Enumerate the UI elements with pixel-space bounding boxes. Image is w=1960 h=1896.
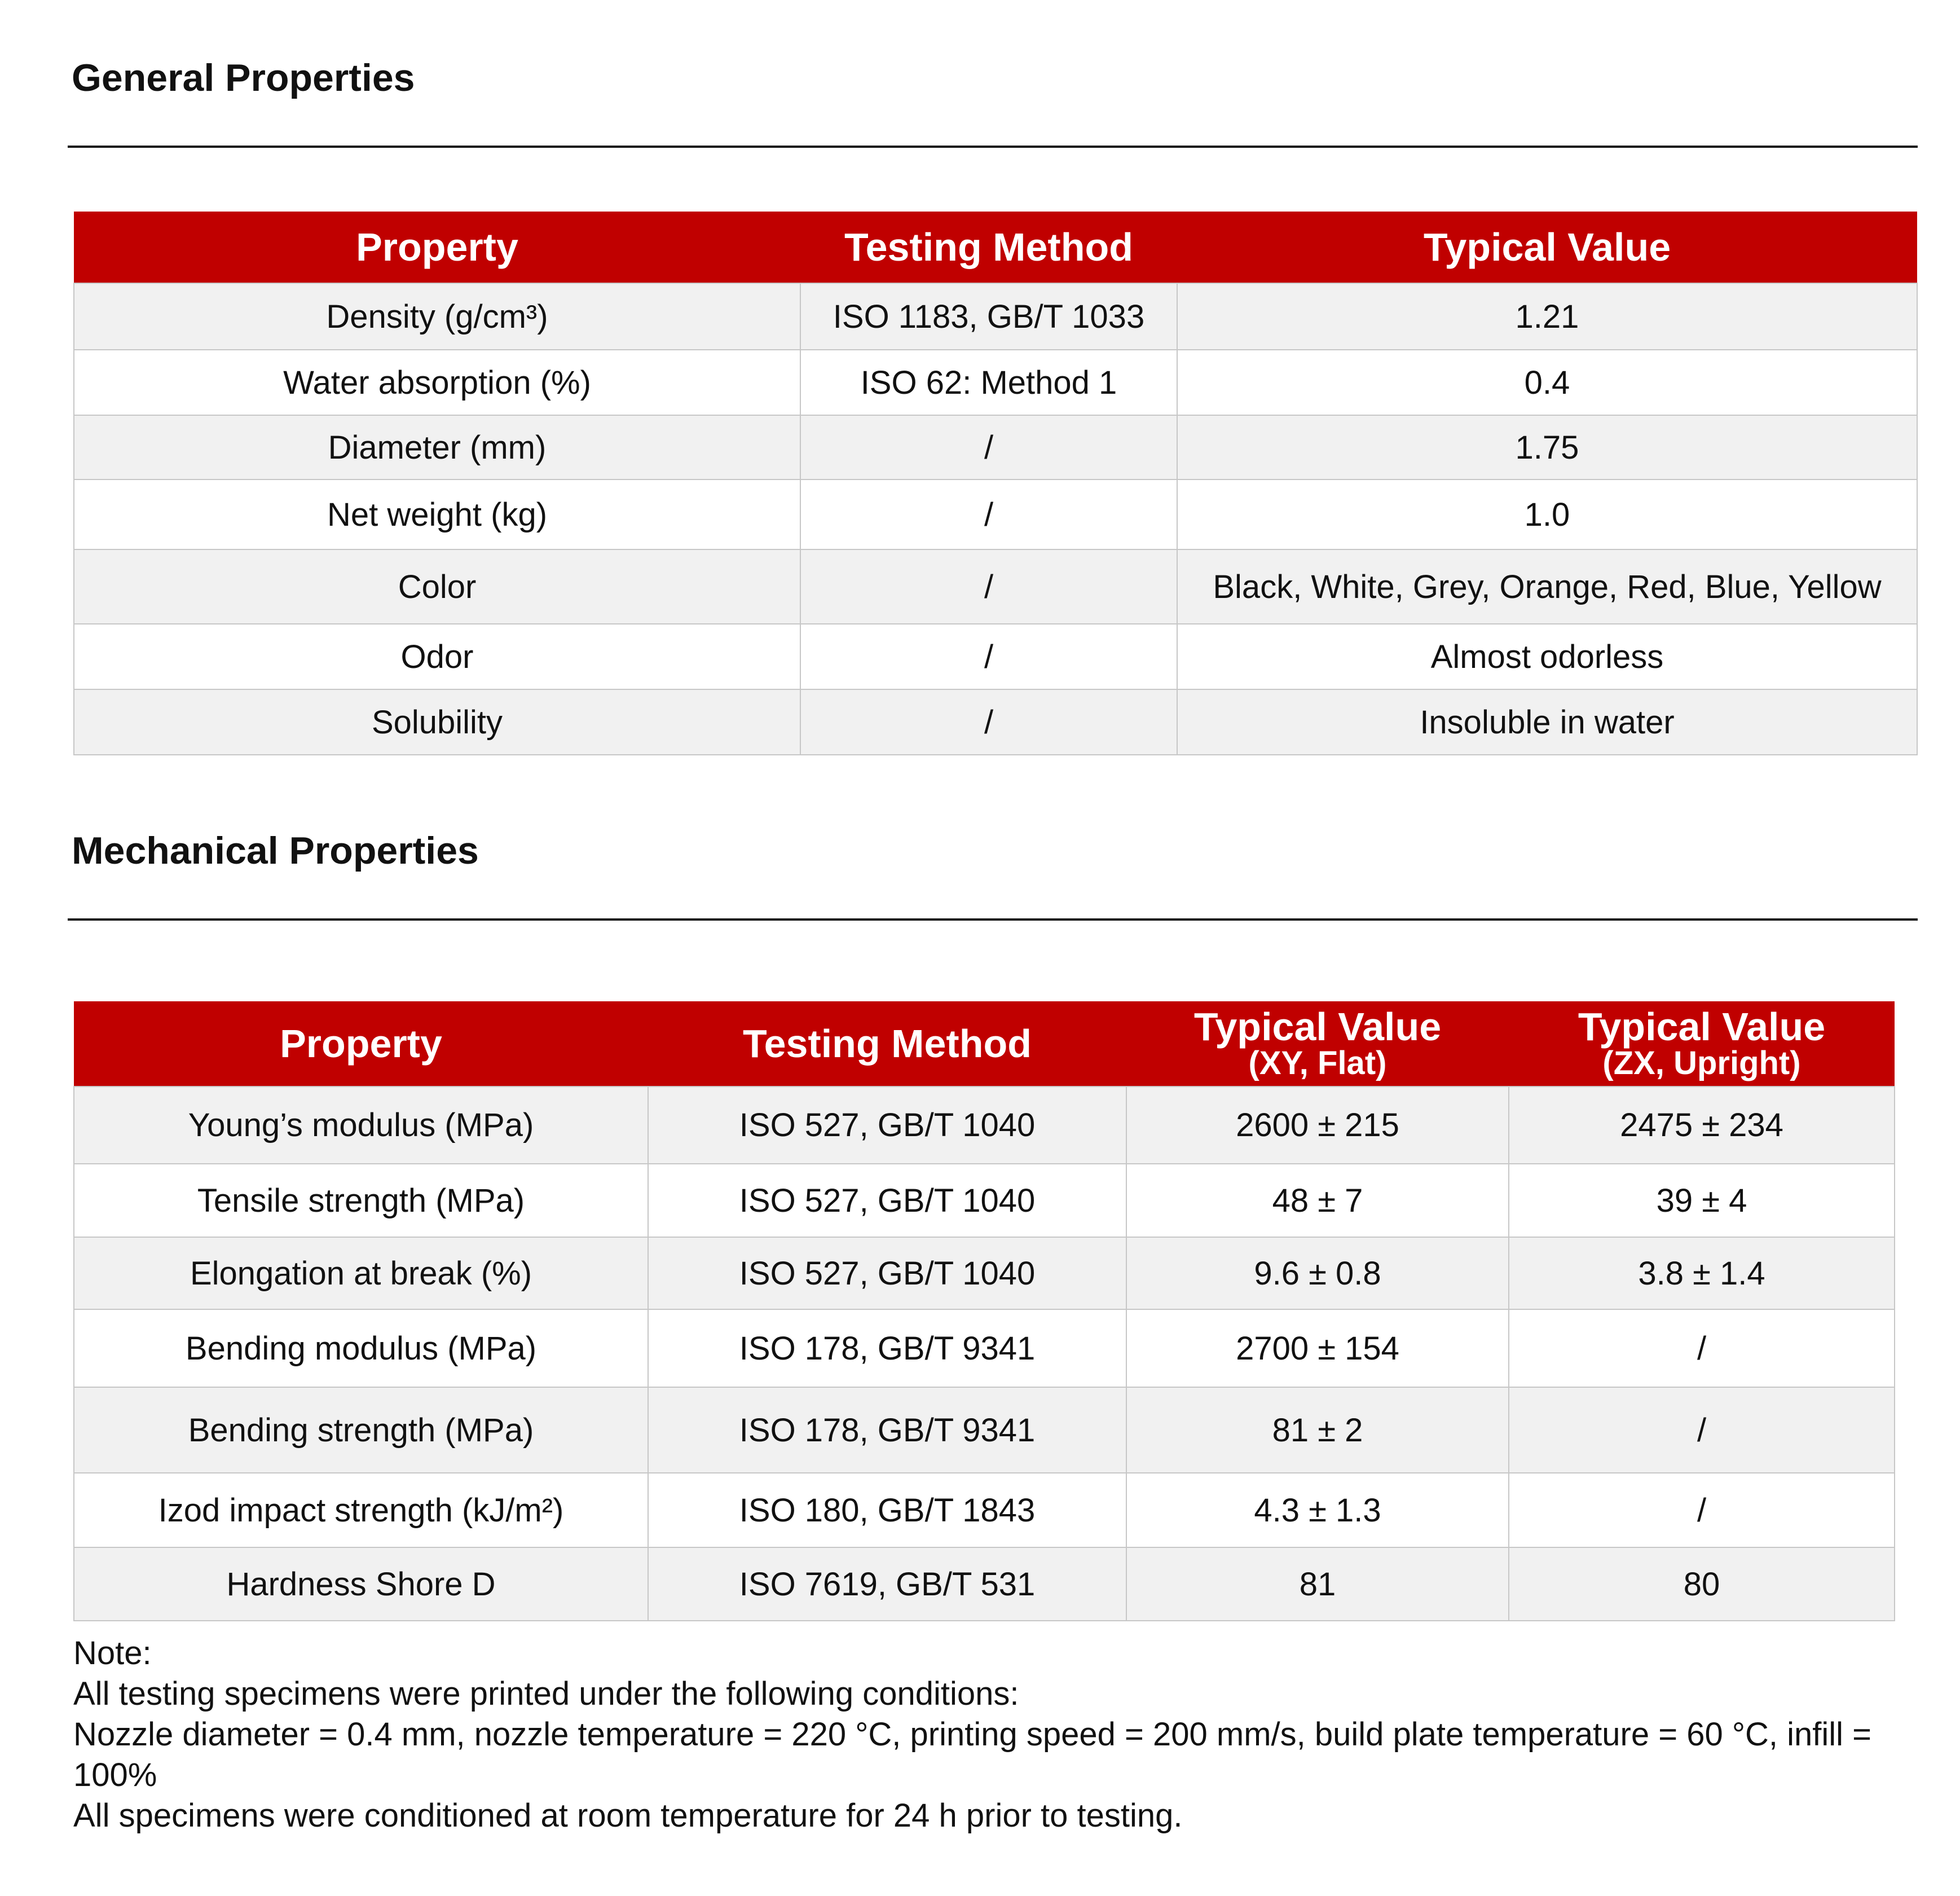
property-cell: Odor bbox=[74, 624, 800, 689]
method-cell: / bbox=[800, 549, 1177, 624]
value-xy-cell: 9.6 ± 0.8 bbox=[1126, 1237, 1509, 1309]
method-cell: ISO 527, GB/T 1040 bbox=[648, 1164, 1126, 1237]
property-cell: Color bbox=[74, 549, 800, 624]
table-row bbox=[74, 1547, 1895, 1621]
header-sub-label: (XY, Flat) bbox=[1248, 1044, 1387, 1081]
table-row bbox=[74, 1164, 1895, 1237]
table-row bbox=[74, 480, 1917, 549]
value-zx-cell: / bbox=[1509, 1387, 1895, 1473]
header-typical-value-xy bbox=[1126, 1001, 1509, 1086]
header-testing-method: Testing Method bbox=[800, 212, 1177, 283]
value-xy-cell: 81 ± 2 bbox=[1126, 1387, 1509, 1473]
table-row bbox=[74, 689, 1917, 755]
value-zx-cell: / bbox=[1509, 1309, 1895, 1387]
value-cell: Almost odorless bbox=[1177, 624, 1917, 689]
test-conditions-note bbox=[73, 1633, 1906, 1836]
value-cell: 1.75 bbox=[1177, 415, 1917, 480]
value-cell: 1.21 bbox=[1177, 283, 1917, 350]
property-cell: Elongation at break (%) bbox=[74, 1237, 648, 1309]
property-cell: Water absorption (%) bbox=[74, 350, 800, 415]
note-line: All testing specimens were printed under the following conditions: bbox=[73, 1675, 1019, 1712]
property-cell: Bending modulus (MPa) bbox=[74, 1309, 648, 1387]
mechanical-properties-title: Mechanical Properties bbox=[72, 829, 479, 872]
method-cell: ISO 527, GB/T 1040 bbox=[648, 1086, 1126, 1164]
table-row bbox=[74, 415, 1917, 480]
method-cell: / bbox=[800, 624, 1177, 689]
property-cell: Diameter (mm) bbox=[74, 415, 800, 480]
table-row bbox=[74, 624, 1917, 689]
table-row bbox=[74, 549, 1917, 624]
general-properties-title: General Properties bbox=[72, 56, 415, 99]
value-xy-cell: 2600 ± 215 bbox=[1126, 1086, 1509, 1164]
table-row bbox=[74, 350, 1917, 415]
table-row bbox=[74, 1086, 1895, 1164]
value-zx-cell: 80 bbox=[1509, 1547, 1895, 1621]
method-cell: ISO 178, GB/T 9341 bbox=[648, 1387, 1126, 1473]
value-zx-cell: 2475 ± 234 bbox=[1509, 1086, 1895, 1164]
method-cell: ISO 62: Method 1 bbox=[800, 350, 1177, 415]
header-typical-value: Typical Value bbox=[1177, 212, 1917, 283]
value-zx-cell: 3.8 ± 1.4 bbox=[1509, 1237, 1895, 1309]
table-row bbox=[74, 1237, 1895, 1309]
note-line: Nozzle diameter = 0.4 mm, nozzle temperature = 220 °C, printing speed = 200 mm/s, build plate temperature = 60 °C, infill = 100% bbox=[73, 1716, 1872, 1793]
property-cell: Hardness Shore D bbox=[74, 1547, 648, 1621]
general-properties-table bbox=[73, 212, 1918, 755]
header-typical-value-zx bbox=[1509, 1001, 1895, 1086]
note-heading: Note: bbox=[73, 1635, 152, 1671]
table-row bbox=[74, 1473, 1895, 1547]
value-cell: 0.4 bbox=[1177, 350, 1917, 415]
property-cell: Bending strength (MPa) bbox=[74, 1387, 648, 1473]
value-cell: Black, White, Grey, Orange, Red, Blue, Yellow bbox=[1177, 549, 1917, 624]
property-cell: Young’s modulus (MPa) bbox=[74, 1086, 648, 1164]
header-testing-method bbox=[648, 1001, 1126, 1086]
method-cell: ISO 7619, GB/T 531 bbox=[648, 1547, 1126, 1621]
table-header-row bbox=[74, 212, 1917, 283]
method-cell: / bbox=[800, 415, 1177, 480]
header-main-label: Testing Method bbox=[743, 1022, 1032, 1066]
value-xy-cell: 81 bbox=[1126, 1547, 1509, 1621]
value-xy-cell: 2700 ± 154 bbox=[1126, 1309, 1509, 1387]
method-cell: / bbox=[800, 480, 1177, 549]
method-cell: ISO 1183, GB/T 1033 bbox=[800, 283, 1177, 350]
method-cell: ISO 527, GB/T 1040 bbox=[648, 1237, 1126, 1309]
general-divider bbox=[68, 146, 1918, 148]
property-cell: Net weight (kg) bbox=[74, 480, 800, 549]
header-main-label: Typical Value bbox=[1578, 1004, 1826, 1049]
value-zx-cell: 39 ± 4 bbox=[1509, 1164, 1895, 1237]
property-cell: Izod impact strength (kJ/m²) bbox=[74, 1473, 648, 1547]
header-sub-label: (ZX, Upright) bbox=[1602, 1044, 1801, 1081]
property-cell: Solubility bbox=[74, 689, 800, 755]
table-row bbox=[74, 283, 1917, 350]
table-row bbox=[74, 1309, 1895, 1387]
header-main-label: Typical Value bbox=[1193, 1004, 1442, 1049]
header-main-label: Property bbox=[280, 1022, 442, 1066]
mechanical-properties-table bbox=[73, 1001, 1895, 1621]
value-xy-cell: 4.3 ± 1.3 bbox=[1126, 1473, 1509, 1547]
property-cell: Density (g/cm³) bbox=[74, 283, 800, 350]
table-row bbox=[74, 1387, 1895, 1473]
value-zx-cell: / bbox=[1509, 1473, 1895, 1547]
header-property: Property bbox=[74, 212, 800, 283]
method-cell: ISO 178, GB/T 9341 bbox=[648, 1309, 1126, 1387]
method-cell: ISO 180, GB/T 1843 bbox=[648, 1473, 1126, 1547]
note-line: All specimens were conditioned at room temperature for 24 h prior to testing. bbox=[73, 1797, 1183, 1834]
value-cell: 1.0 bbox=[1177, 480, 1917, 549]
header-property bbox=[74, 1001, 648, 1086]
value-xy-cell: 48 ± 7 bbox=[1126, 1164, 1509, 1237]
mechanical-divider bbox=[68, 918, 1918, 921]
value-cell: Insoluble in water bbox=[1177, 689, 1917, 755]
method-cell: / bbox=[800, 689, 1177, 755]
property-cell: Tensile strength (MPa) bbox=[74, 1164, 648, 1237]
table-header-row bbox=[74, 1001, 1895, 1086]
